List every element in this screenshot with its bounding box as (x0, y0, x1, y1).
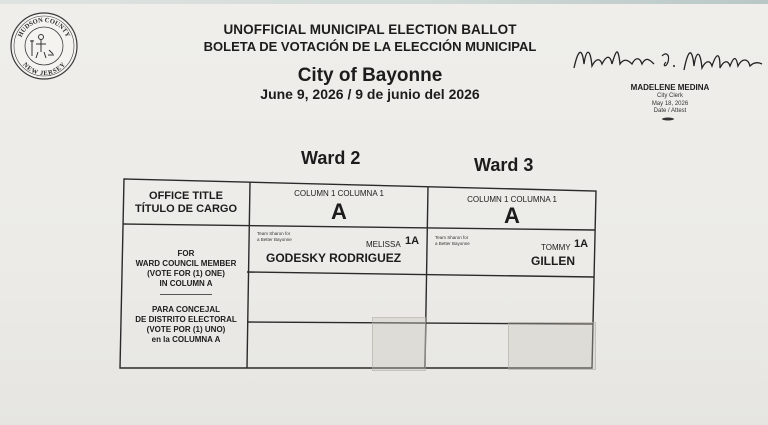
slogan-line: a Better Bayonne (435, 240, 470, 246)
instructions-es-line: PARA CONCEJAL (151, 305, 220, 314)
office-title-es: TÍTULO DE CARGO (134, 203, 238, 215)
clerk-date: May 18, 2026 (651, 101, 689, 107)
tape-patch (372, 317, 426, 371)
candidate-last-name: GODESKY RODRIGUEZ (266, 251, 402, 265)
ballot-position: 1A (574, 238, 589, 250)
ballot-heading-es: BOLETA DE VOTACIÓN DE LA ELECCIÓN MUNICIPAL (203, 39, 537, 54)
election-date: June 9, 2026 / 9 de junio del 2026 (260, 86, 480, 102)
city-name: City of Bayonne (297, 65, 443, 86)
ward-2-heading: Ward 2 (301, 148, 361, 168)
slogan-line: a Better Bayonne (257, 236, 292, 242)
instructions-en (124, 249, 248, 289)
column-letter-ward-3: A (504, 203, 520, 228)
instructions-es-line: en la COLUMNA A (151, 335, 221, 344)
clerk-title: City Clerk (656, 93, 683, 99)
instructions-divider (160, 294, 212, 295)
candidate-last-name: GILLEN (531, 254, 575, 268)
instructions-es-line: (VOTE POR (1) UNO) (146, 325, 226, 334)
ballot-heading-en: UNOFFICIAL MUNICIPAL ELECTION BALLOT (223, 22, 517, 37)
slogan-line: Team Sharon for (435, 235, 469, 240)
instructions-es (124, 305, 248, 345)
county-seal (8, 10, 80, 82)
instructions-en-line: FOR (177, 249, 195, 258)
clerk-seal-mark (661, 117, 675, 121)
office-title-label (124, 190, 248, 216)
office-title-en: OFFICE TITLE (149, 190, 223, 202)
ward-3-heading: Ward 3 (474, 155, 534, 175)
slogan-line: Team Sharon for (257, 231, 291, 236)
instructions-en-line: IN COLUMN A (159, 279, 213, 288)
column-header-ward-3: COLUMN 1 COLUMNA 1 (467, 195, 557, 204)
instructions-es-line: DE DISTRITO ELECTORAL (135, 315, 237, 324)
clerk-attest: Date / Attest (653, 108, 687, 114)
candidate-first-name: MELISSA (366, 240, 401, 249)
clerk-signature (570, 40, 765, 80)
seal-bottom-text: NEW JERSEY (21, 61, 67, 78)
ballot-position: 1A (405, 235, 420, 247)
instructions-en-line: (VOTE FOR (1) ONE) (147, 269, 225, 278)
candidate-first-name: TOMMY (541, 243, 571, 252)
tape-patch (508, 322, 596, 370)
clerk-name: MADELENE MEDINA (630, 83, 710, 92)
seal-top-text: HUDSON COUNTY (16, 16, 72, 39)
column-header-ward-2: COLUMN 1 COLUMNA 1 (294, 189, 384, 198)
candidate-slogan-ward-2 (257, 231, 305, 242)
instructions-en-line: WARD COUNCIL MEMBER (135, 259, 237, 268)
column-letter-ward-2: A (331, 199, 347, 224)
candidate-slogan-ward-3 (435, 235, 483, 246)
